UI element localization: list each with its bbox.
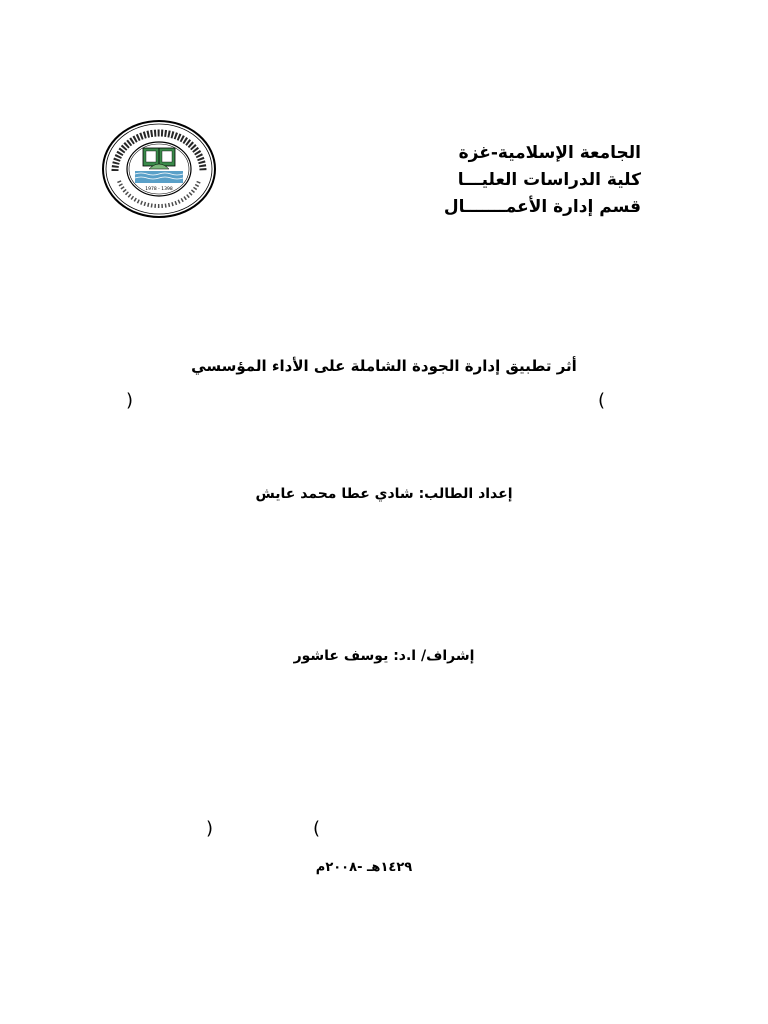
university-name: الجامعة الإسلامية-غزة bbox=[458, 143, 641, 163]
institution-header bbox=[444, 140, 641, 221]
university-seal-logo bbox=[101, 119, 217, 219]
supervisor-name: إشراف/ ا.د: يوسف عاشور bbox=[293, 648, 475, 664]
department-name: قسم إدارة الأعمـــــــال bbox=[443, 197, 641, 217]
title-paren-close: ) bbox=[126, 390, 134, 411]
thesis-title: أثر تطبيق إدارة الجودة الشاملة على الأداء المؤسسي bbox=[191, 357, 577, 375]
title-paren-open: ( bbox=[598, 390, 606, 411]
seal-year-text: 1978 - 1398 bbox=[145, 187, 173, 192]
student-name: إعداد الطالب: شادي عطا محمد عايش bbox=[255, 486, 513, 502]
faculty-name: كلية الدراسات العليـــا bbox=[457, 170, 641, 190]
thesis-date: ١٤٢٩هـ -٢٠٠٨م bbox=[315, 860, 413, 875]
bottom-paren-close: ) bbox=[206, 818, 214, 839]
bottom-paren-open: ( bbox=[313, 818, 321, 839]
